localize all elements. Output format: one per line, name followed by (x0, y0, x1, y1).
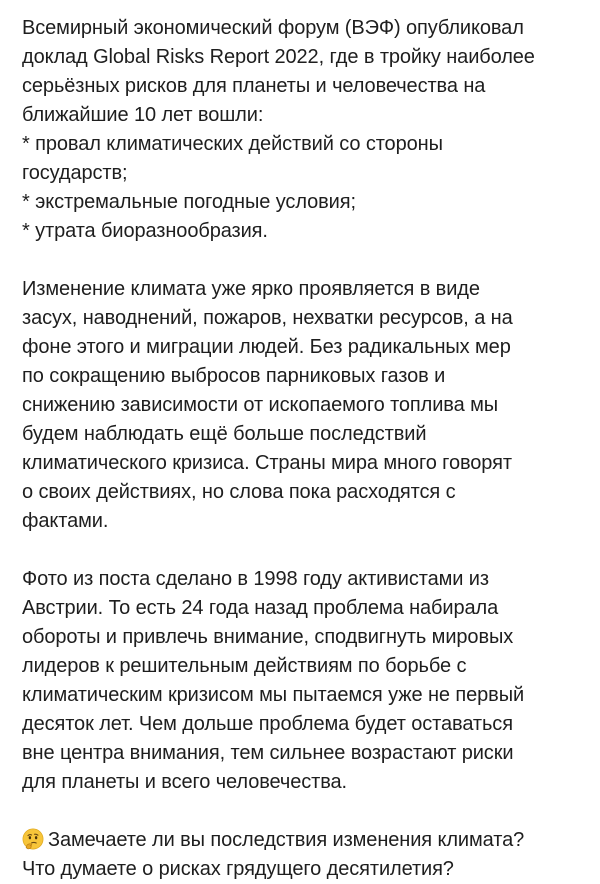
text-line: о своих действиях, но слова пока расходятся с (22, 481, 456, 503)
text-line: для планеты и всего человечества. (22, 771, 347, 793)
text-line: фактами. (22, 510, 109, 532)
thinking-face-icon (22, 828, 44, 850)
text-line: засух, наводнений, пожаров, нехватки ресурсов, а на (22, 307, 513, 329)
paragraph-photo-history (22, 565, 588, 797)
text-line: снижению зависимости от ископаемого топлива мы (22, 394, 499, 416)
text-line: вне центра внимания, тем сильнее возрастают риски (22, 742, 514, 764)
text-line: обороты и привлечь внимание, сподвигнуть мировых (22, 626, 514, 648)
text-line: Что думаете о рисках грядущего десятилетия? (22, 858, 454, 880)
list-item-line: * экстремальные погодные условия; (22, 191, 356, 213)
paragraph-spacer (22, 246, 588, 275)
text-line: по сокращению выбросов парниковых газов и (22, 365, 446, 387)
paragraph-spacer (22, 536, 588, 565)
text-line: Всемирный экономический форум (ВЭФ) опубликовал (22, 17, 524, 39)
paragraph-climate-impact (22, 275, 588, 536)
text-line: Изменение климата уже ярко проявляется в виде (22, 278, 480, 300)
text-line: климатического кризиса. Страны мира много говорят (22, 452, 512, 474)
question-text: Замечаете ли вы последствия изменения климата? (48, 829, 525, 851)
paragraph-spacer (22, 797, 588, 826)
text-line: доклад Global Risks Report 2022, где в тройку наиболее (22, 46, 535, 68)
post-text (22, 14, 588, 884)
text-line: климатическим кризисом мы пытаемся уже не первый (22, 684, 525, 706)
list-item-line: * утрата биоразнообразия. (22, 220, 268, 242)
text-line: лидеров к решительным действиям по борьбе с (22, 655, 467, 677)
text-line: Австрии. То есть 24 года назад проблема набирала (22, 597, 499, 619)
text-line: серьёзных рисков для планеты и человечества на (22, 75, 486, 97)
list-item-line: государств; (22, 162, 128, 184)
text-line: ближайшие 10 лет вошли: (22, 104, 264, 126)
paragraph-intro (22, 14, 588, 246)
text-line: фоне этого и миграции людей. Без радикальных мер (22, 336, 511, 358)
text-line: будем наблюдать ещё больше последствий (22, 423, 427, 445)
paragraph-question (22, 826, 588, 884)
text-line: десяток лет. Чем дольше проблема будет оставаться (22, 713, 513, 735)
text-line (22, 826, 588, 855)
list-item-line: * провал климатических действий со стороны (22, 133, 443, 155)
text-line: Фото из поста сделано в 1998 году активистами из (22, 568, 489, 590)
